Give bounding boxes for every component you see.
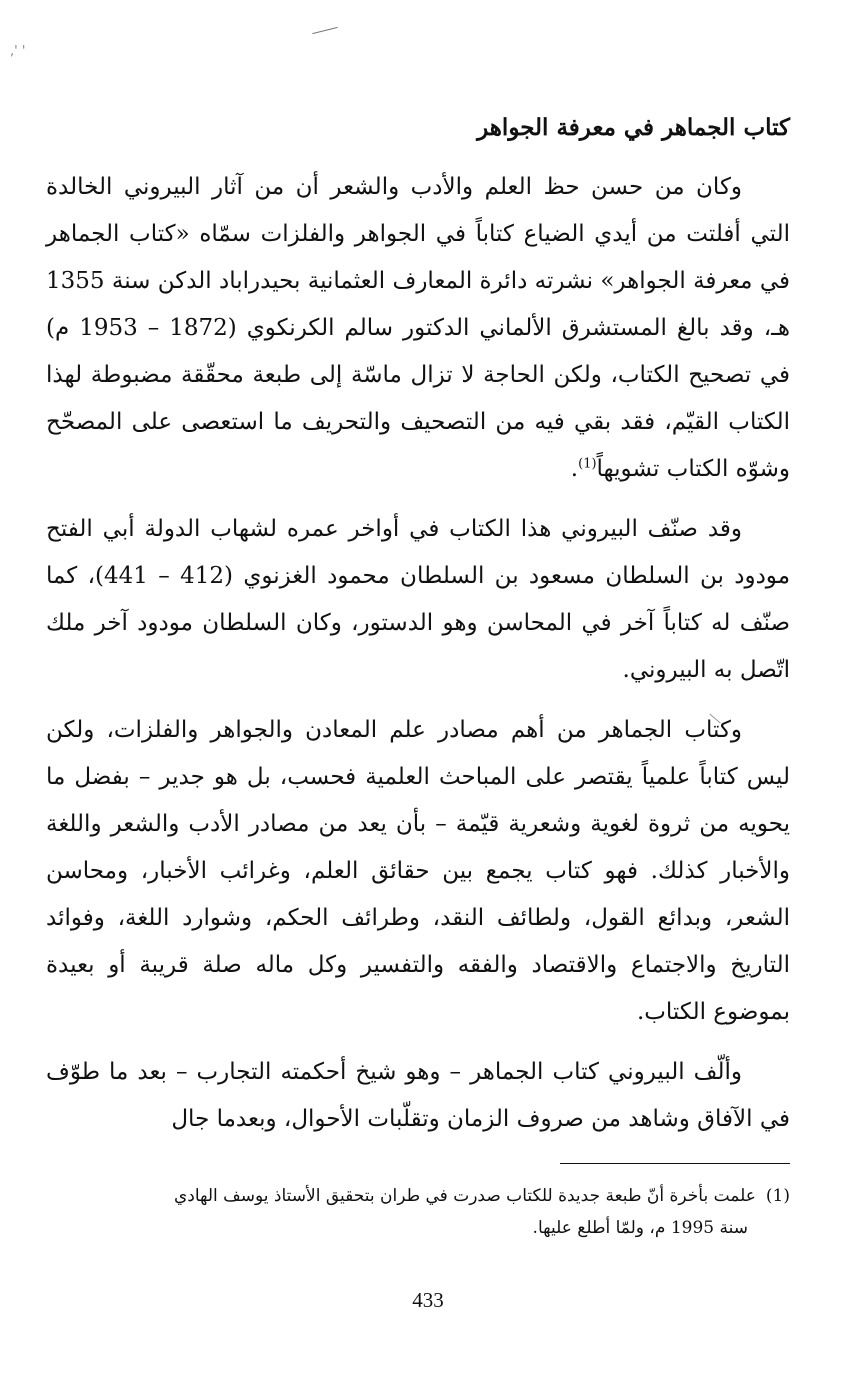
paragraph-end: . — [570, 456, 579, 482]
scan-mark: ,' ' — [10, 44, 26, 59]
section-heading: كتاب الجماهر في معرفة الجواهر — [477, 114, 790, 141]
scan-mark — [312, 27, 337, 34]
paragraph — [46, 164, 790, 493]
footnote-reference: (1) — [578, 456, 597, 472]
main-text — [46, 110, 790, 1156]
footnote — [46, 1180, 790, 1244]
page-number: 433 — [412, 1288, 444, 1312]
footnote-number: (1) — [765, 1186, 790, 1206]
paragraph-text: وكان من حسن حظ العلم والأدب والشعر أن من آثار البيروني الخالدة التي أفلتت من أيدي الضياع كتاباً في الجواهر والفلزات سمّاه «كتاب الجماهر في معرفة الجواهر» نشرته دائرة المعارف العثمانية بحيدراباد الدكن سنة 1355 هـ، وقد بالغ المستشرق الألماني الدكتور سالم الكرنكوي (1872 – 1953 م) في تصحيح الكتاب، ولكن الحاجة لا تزال ماسّة إلى طبعة محقّقة مضبوطة لهذا الكتاب القيّم، فقد بقي فيه من التصحيف والتحريف ما استعصى على المصحّح وشوّه الكتاب تشويهاً — [46, 174, 791, 482]
paragraph: وألّف البيروني كتاب الجماهر – وهو شيخ أحكمته التجارب – بعد ما طوّف في الآفاق وشاهد من صروف الزمان وتقلّبات الأحوال، وبعدما جال — [46, 1059, 790, 1132]
footnote-text-line2: سنة 1995 م، ولمّا أطلع عليها. — [532, 1218, 748, 1238]
paragraph: وقد صنّف البيروني هذا الكتاب في أواخر عمره لشهاب الدولة أبي الفتح مودود بن السلطان مسعود بن السلطان محمود الغزنوي (412 – 441)، كما صنّف له كتاباً آخر في المحاسن وهو الدستور، وكان السلطان مودود آخر ملك اتّصل به البيروني. — [46, 516, 791, 683]
paragraph: وكتاب الجماهر من أهم مصادر علم المعادن والجواهر والفلزات، ولكن ليس كتاباً علمياً يقتصر على المباحث العلمية فحسب، بل هو جدير – بفضل ما يحويه من ثروة لغوية وشعرية قيّمة – بأن يعد من مصادر الأدب والشعر واللغة والأخبار كذلك. فهو كتاب يجمع بين حقائق العلم، وغرائب الأخبار، ومحاسن الشعر، وبدائع القول، ولطائف النقد، وطرائف الحكم، وشوارد اللغة، وفوائد التاريخ والاجتماع والاقتصاد والفقه والتفسير وكل ماله صلة قريبة أو بعيدة بموضوع الكتاب. — [46, 717, 790, 1025]
footnote-separator — [560, 1163, 790, 1164]
footnote-text-line1: علمت بأخرة أنّ طبعة جديدة للكتاب صدرت في طران بتحقيق الأستاذ يوسف الهادي — [173, 1186, 756, 1206]
